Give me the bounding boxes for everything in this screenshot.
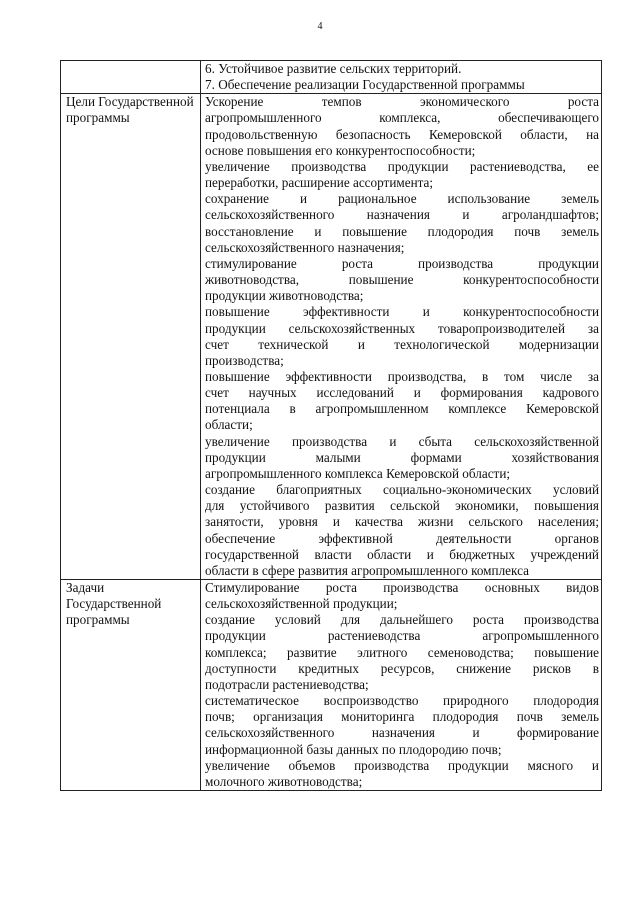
text-line: увеличение производства продукции растениеводства, ее — [205, 158, 599, 174]
table-row-tasks — [61, 580, 602, 791]
text-line: увеличение производства и сбыта сельскохозяйственной — [205, 433, 599, 449]
text-line: молочного животноводства; — [205, 773, 363, 789]
text-line: обеспечение эффективной деятельности органов — [205, 530, 599, 546]
text-line: сельскохозяйственной продукции; — [205, 596, 398, 612]
text-line: сельскохозяйственного назначения и формирование — [205, 725, 599, 741]
table-row-goals — [61, 94, 602, 580]
text-line: для устойчивого развития сельской экономики, повышения — [205, 498, 599, 514]
text-line: сохранение и рациональное использование земель — [205, 191, 599, 207]
text-line: счет технической и технологической модернизации — [205, 336, 599, 352]
row-content-cell — [201, 61, 602, 94]
row-content-cell — [201, 580, 602, 791]
text-line: восстановление и повышение плодородия почв земель — [205, 223, 599, 239]
text-line: информационной базы данных по плодородию почв; — [205, 741, 502, 757]
text-line: создание благоприятных социально-экономических условий — [205, 482, 599, 498]
row-content-cell — [201, 94, 602, 580]
text-line: почв; организация мониторинга плодородия почв земель — [205, 709, 599, 725]
page-number: 4 — [317, 21, 323, 32]
row-label-cell — [61, 94, 201, 580]
text-line: Ускорение темпов экономического роста — [205, 94, 599, 110]
row-label: Задачи Государственной программы — [66, 580, 162, 628]
text-line: доступности кредитных ресурсов, снижение рисков в — [205, 660, 599, 676]
text-line: потенциала в агропромышленном комплексе Кемеровской — [205, 401, 599, 417]
text-line: агропромышленного комплекса Кемеровской области; — [205, 465, 511, 481]
text-line: систематическое воспроизводство природного плодородия — [205, 693, 599, 709]
text-line: подотрасли растениеводства; — [205, 676, 369, 692]
text-line: производства; — [205, 352, 284, 368]
row-label-cell — [61, 61, 201, 94]
text-line: повышение эффективности и конкурентоспособности — [205, 304, 599, 320]
text-line: основе повышения его конкурентоспособности; — [205, 142, 476, 158]
text-line: 7. Обеспечение реализации Государственной программы — [205, 77, 525, 93]
text-line: продукции малыми формами хозяйствования — [205, 449, 599, 465]
text-line: государственной власти области и бюджетных учреждений — [205, 546, 599, 562]
table-row-continuation — [61, 61, 602, 94]
text-line: животноводства, повышение конкурентоспособности — [205, 272, 599, 288]
text-line: создание условий для дальнейшего роста производства — [205, 612, 599, 628]
text-line: комплекса; развитие элитного семеноводства; повышение — [205, 644, 599, 660]
row-label: Цели Государственной программы — [66, 94, 194, 126]
text-line: счет научных исследований и формирования кадрового — [205, 385, 599, 401]
text-line: продукции растениеводства агропромышленного — [205, 628, 599, 644]
text-line: стимулирование роста производства продукции — [205, 255, 599, 271]
text-line: области в сфере развития агропромышленного комплекса — [205, 562, 529, 578]
text-line: повышение эффективности производства, в том числе за — [205, 368, 599, 384]
text-line: увеличение объемов производства продукции мясного и — [205, 757, 599, 773]
text-line: Стимулирование роста производства основных видов — [205, 580, 599, 595]
text-line: области; — [205, 417, 253, 433]
text-line: продукции сельскохозяйственных товаропроизводителей за — [205, 320, 599, 336]
text-line: сельскохозяйственного назначения и агроландшафтов; — [205, 207, 599, 223]
text-line: переработки, расширение ассортимента; — [205, 175, 434, 191]
text-line: продовольственную безопасность Кемеровской области, на — [205, 126, 599, 142]
text-line: занятости, уровня и качества жизни сельского населения; — [205, 514, 599, 530]
text-line: продукции животноводства; — [205, 288, 364, 304]
text-line: сельскохозяйственного назначения; — [205, 239, 405, 255]
text-line: 6. Устойчивое развитие сельских территорий. — [205, 61, 462, 76]
program-passport-table — [60, 60, 602, 791]
row-label-cell — [61, 580, 201, 791]
text-line: агропромышленного комплекса, обеспечивающего — [205, 110, 599, 126]
